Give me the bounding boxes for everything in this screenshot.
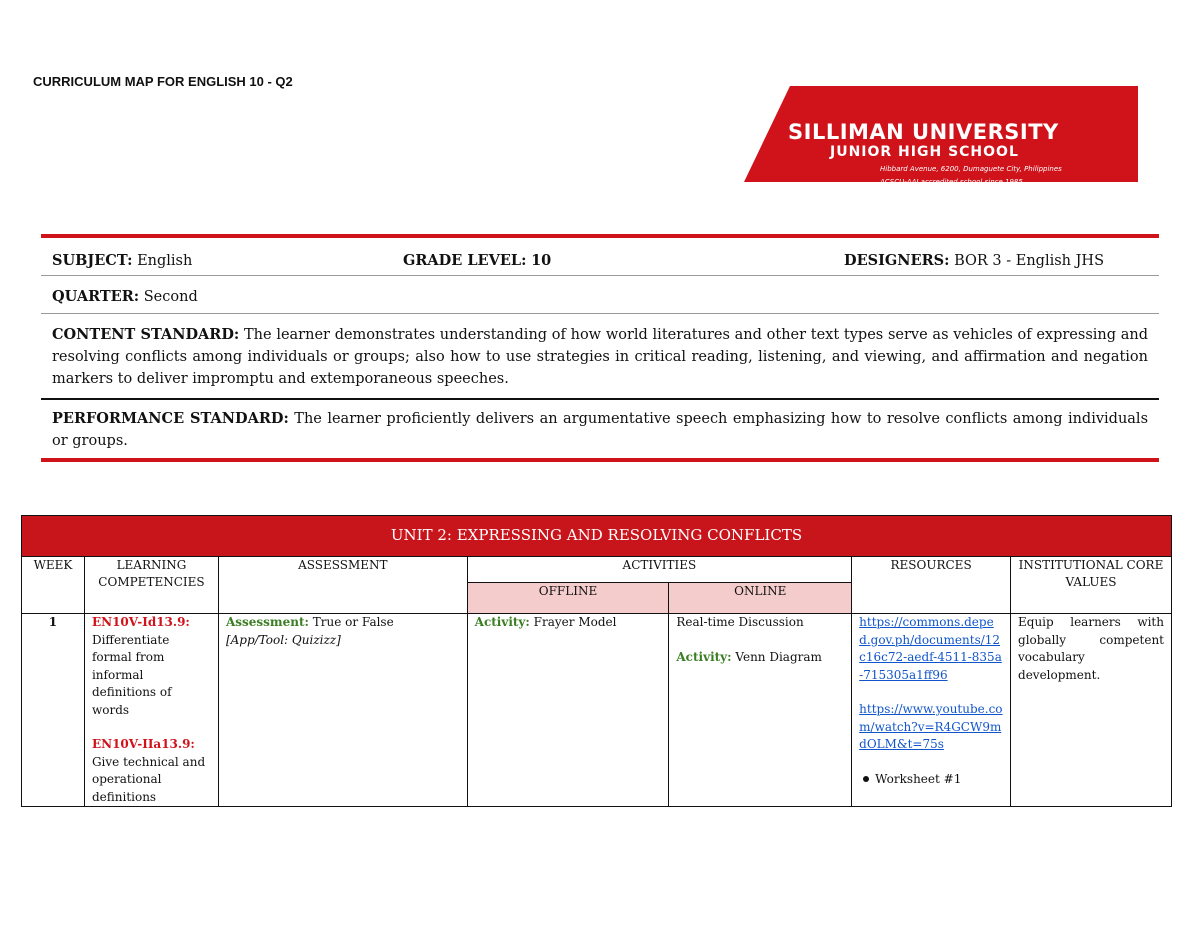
online-activity: Venn Diagram [735, 649, 822, 664]
logo-subtitle: JUNIOR HIGH SCHOOL [830, 144, 1019, 160]
offline-activity: Frayer Model [533, 615, 617, 629]
curriculum-table [21, 515, 1172, 807]
learning-competencies-cell [84, 614, 218, 807]
logo-address: Hibbard Avenue, 6200, Dumaguete City, Philippines [880, 165, 1062, 173]
designers-field: DESIGNERS: BOR 3 - English JHS [844, 252, 1105, 269]
logo-name: SILLIMAN UNIVERSITY [788, 120, 1059, 144]
online-discussion: Real-time Discussion [676, 615, 804, 629]
header-competencies: LEARNING COMPETENCIES [84, 557, 218, 614]
resource-worksheet: Worksheet #1 [875, 771, 962, 786]
quarter-field: QUARTER: Second [52, 288, 198, 305]
logo-accreditation: ACSCU-AAI accredited school since 1985 [880, 178, 1023, 186]
school-logo-banner [740, 84, 1150, 188]
header-week: WEEK [22, 557, 85, 614]
header-resources: RESOURCES [852, 557, 1011, 614]
curriculum-info-block [41, 234, 1159, 462]
header-activities: ACTIVITIES [467, 557, 852, 583]
grade-level-field: GRADE LEVEL: 10 [403, 252, 552, 269]
content-standard: CONTENT STANDARD: The learner demonstrates understanding of how world literatures and other text types serve as vehicles of expressing and resolving conflicts among individuals or groups; also how to use strategies in critical reading, listening, and viewing, and affirmation and negation markers to deliver impromptu and extemporaneous speeches. [52, 326, 1149, 387]
subject-field: SUBJECT: English [52, 252, 193, 269]
assessment-tool: [App/Tool: Quizizz] [225, 632, 341, 647]
assessment-text: True or False [312, 615, 394, 629]
activity-label: Activity: [676, 649, 732, 664]
document-title: CURRICULUM MAP FOR ENGLISH 10 - Q2 [33, 74, 293, 89]
university-seal-icon [1042, 88, 1200, 192]
resource-link-youtube[interactable]: https://www.youtube.com/watch?v=R4GCW9mdOLM&t=75s [859, 702, 1003, 751]
info-row-main [41, 238, 1159, 275]
competency-text: Differentiate formal from informal definitions of words [91, 632, 172, 717]
competency-code: EN10V-IIa13.9: [91, 737, 195, 751]
divider-bottom [41, 458, 1159, 462]
competency-text: Give technical and operational definitions [91, 754, 206, 804]
activity-label: Activity: [474, 615, 530, 629]
performance-standard: PERFORMANCE STANDARD: The learner proficiently delivers an argumentative speech emphasizing how to resolve conflicts among individuals or groups. [52, 410, 1149, 449]
table-row [22, 614, 1172, 807]
online-activity-cell [669, 614, 852, 807]
header-assessment: ASSESSMENT [218, 557, 467, 614]
resource-link-deped[interactable]: https://commons.deped.gov.ph/documents/12c16c72-aedf-4511-835a-715305a1ff96 [859, 615, 1002, 682]
week-number: 1 [22, 614, 85, 807]
unit-title: UNIT 2: EXPRESSING AND RESOLVING CONFLICTS [22, 516, 1172, 557]
header-online: ONLINE [669, 583, 852, 614]
assessment-label: Assessment: [225, 615, 309, 629]
header-core-values: INSTITUTIONAL CORE VALUES [1011, 557, 1172, 614]
assessment-cell [218, 614, 467, 807]
bullet-icon [863, 776, 869, 782]
resources-cell [852, 614, 1011, 807]
core-values-cell: Equip learners with globally competent vocabulary development. [1011, 614, 1172, 807]
header-offline: OFFLINE [467, 583, 669, 614]
competency-code: EN10V-Id13.9: [91, 615, 190, 629]
offline-activity-cell [467, 614, 669, 807]
